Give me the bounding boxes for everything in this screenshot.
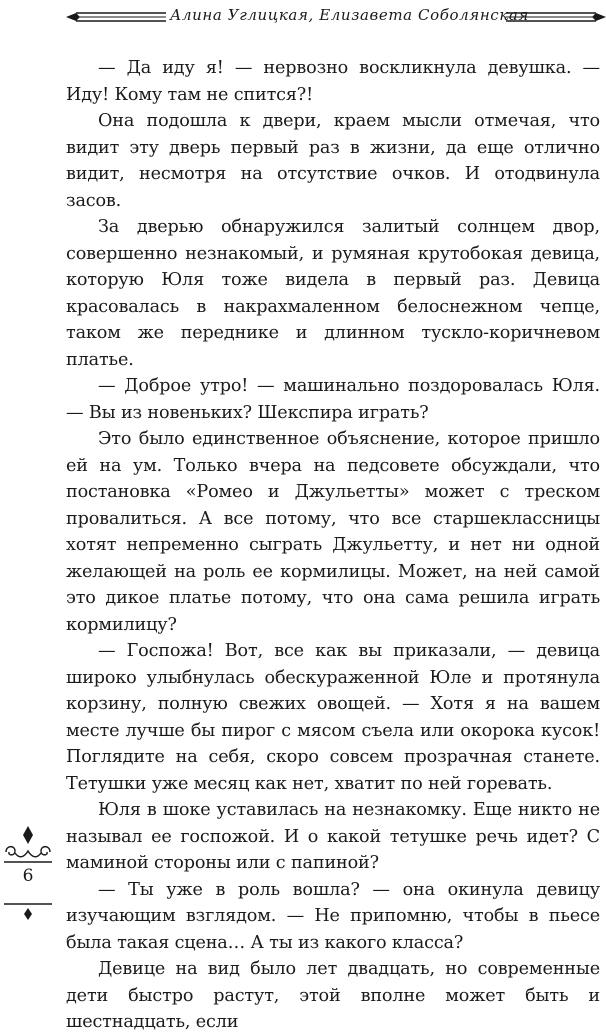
- paragraph: Юля в шоке уставилась на незнакомку. Еще никто не называл ее госпожой. И о какой тетушке речь идет? С маминой стороны или с папиной?: [66, 800, 600, 873]
- paragraph: Девице на вид было лет двадцать, но современные дети быстро растут, этой вполне может быть и шестнадцать, если: [66, 959, 600, 1032]
- page-number: 6: [22, 866, 34, 886]
- body-text: [66, 55, 600, 1036]
- paragraph: — Ты уже в роль вошла? — она окинула девицу изучающим взглядом. — Не припомню, чтобы в пьесе была такая сцена… А ты из какого класса?: [66, 879, 600, 953]
- header-ornament-right: [506, 10, 606, 24]
- page-header: [66, 4, 606, 28]
- paragraph: Она подошла к двери, краем мысли отмечая, что видит эту дверь первый раз в жизни, да еще отлично видит, несмотря на отсутствие очков. И отодвинула засов.: [66, 111, 600, 211]
- paragraph: За дверью обнаружился залитый солнцем двор, совершенно незнакомый, и румяная крутобокая девица, которую Юля тоже видела в первый раз. Девица красовалась в накрахмаленном белоснежном чепце, таком же переднике и длинном тускло-коричневом платье.: [66, 217, 600, 370]
- running-head: Алина Углицкая, Елизавета Соболянская: [170, 6, 529, 24]
- paragraph: Это было единственное объяснение, которое пришло ей на ум. Только вчера на педсовете обсуждали, что постановка «Ромео и Джульетты» может с треском провалиться. А все потому, что все старшеклассницы хотят непременно сыграть Джульетту, и нет ни одной желающей на роль ее кормилицы. Может, на ней самой это дикое платье потому, что она сама решила играть кормилицу?: [66, 429, 600, 635]
- paragraph: — Доброе утро! — машинально поздоровалась Юля. — Вы из новеньких? Шекспира играть?: [66, 376, 600, 423]
- header-ornament-left: [66, 10, 166, 24]
- paragraph: — Да иду я! — нервозно воскликнула девушка. — Иду! Кому там не спится?!: [66, 58, 600, 105]
- paragraph: — Госпожа! Вот, все как вы приказали, — девица широко улыбнулась обескураженной Юле и протянула корзину, полную свежих овощей. — Хотя я на вашем месте лучше бы пирог с мясом съела или окорока кусок! Поглядите на себя, скоро совсем прозрачная станете. Тетушки уже месяц как нет, хватит по ней горевать.: [66, 641, 600, 794]
